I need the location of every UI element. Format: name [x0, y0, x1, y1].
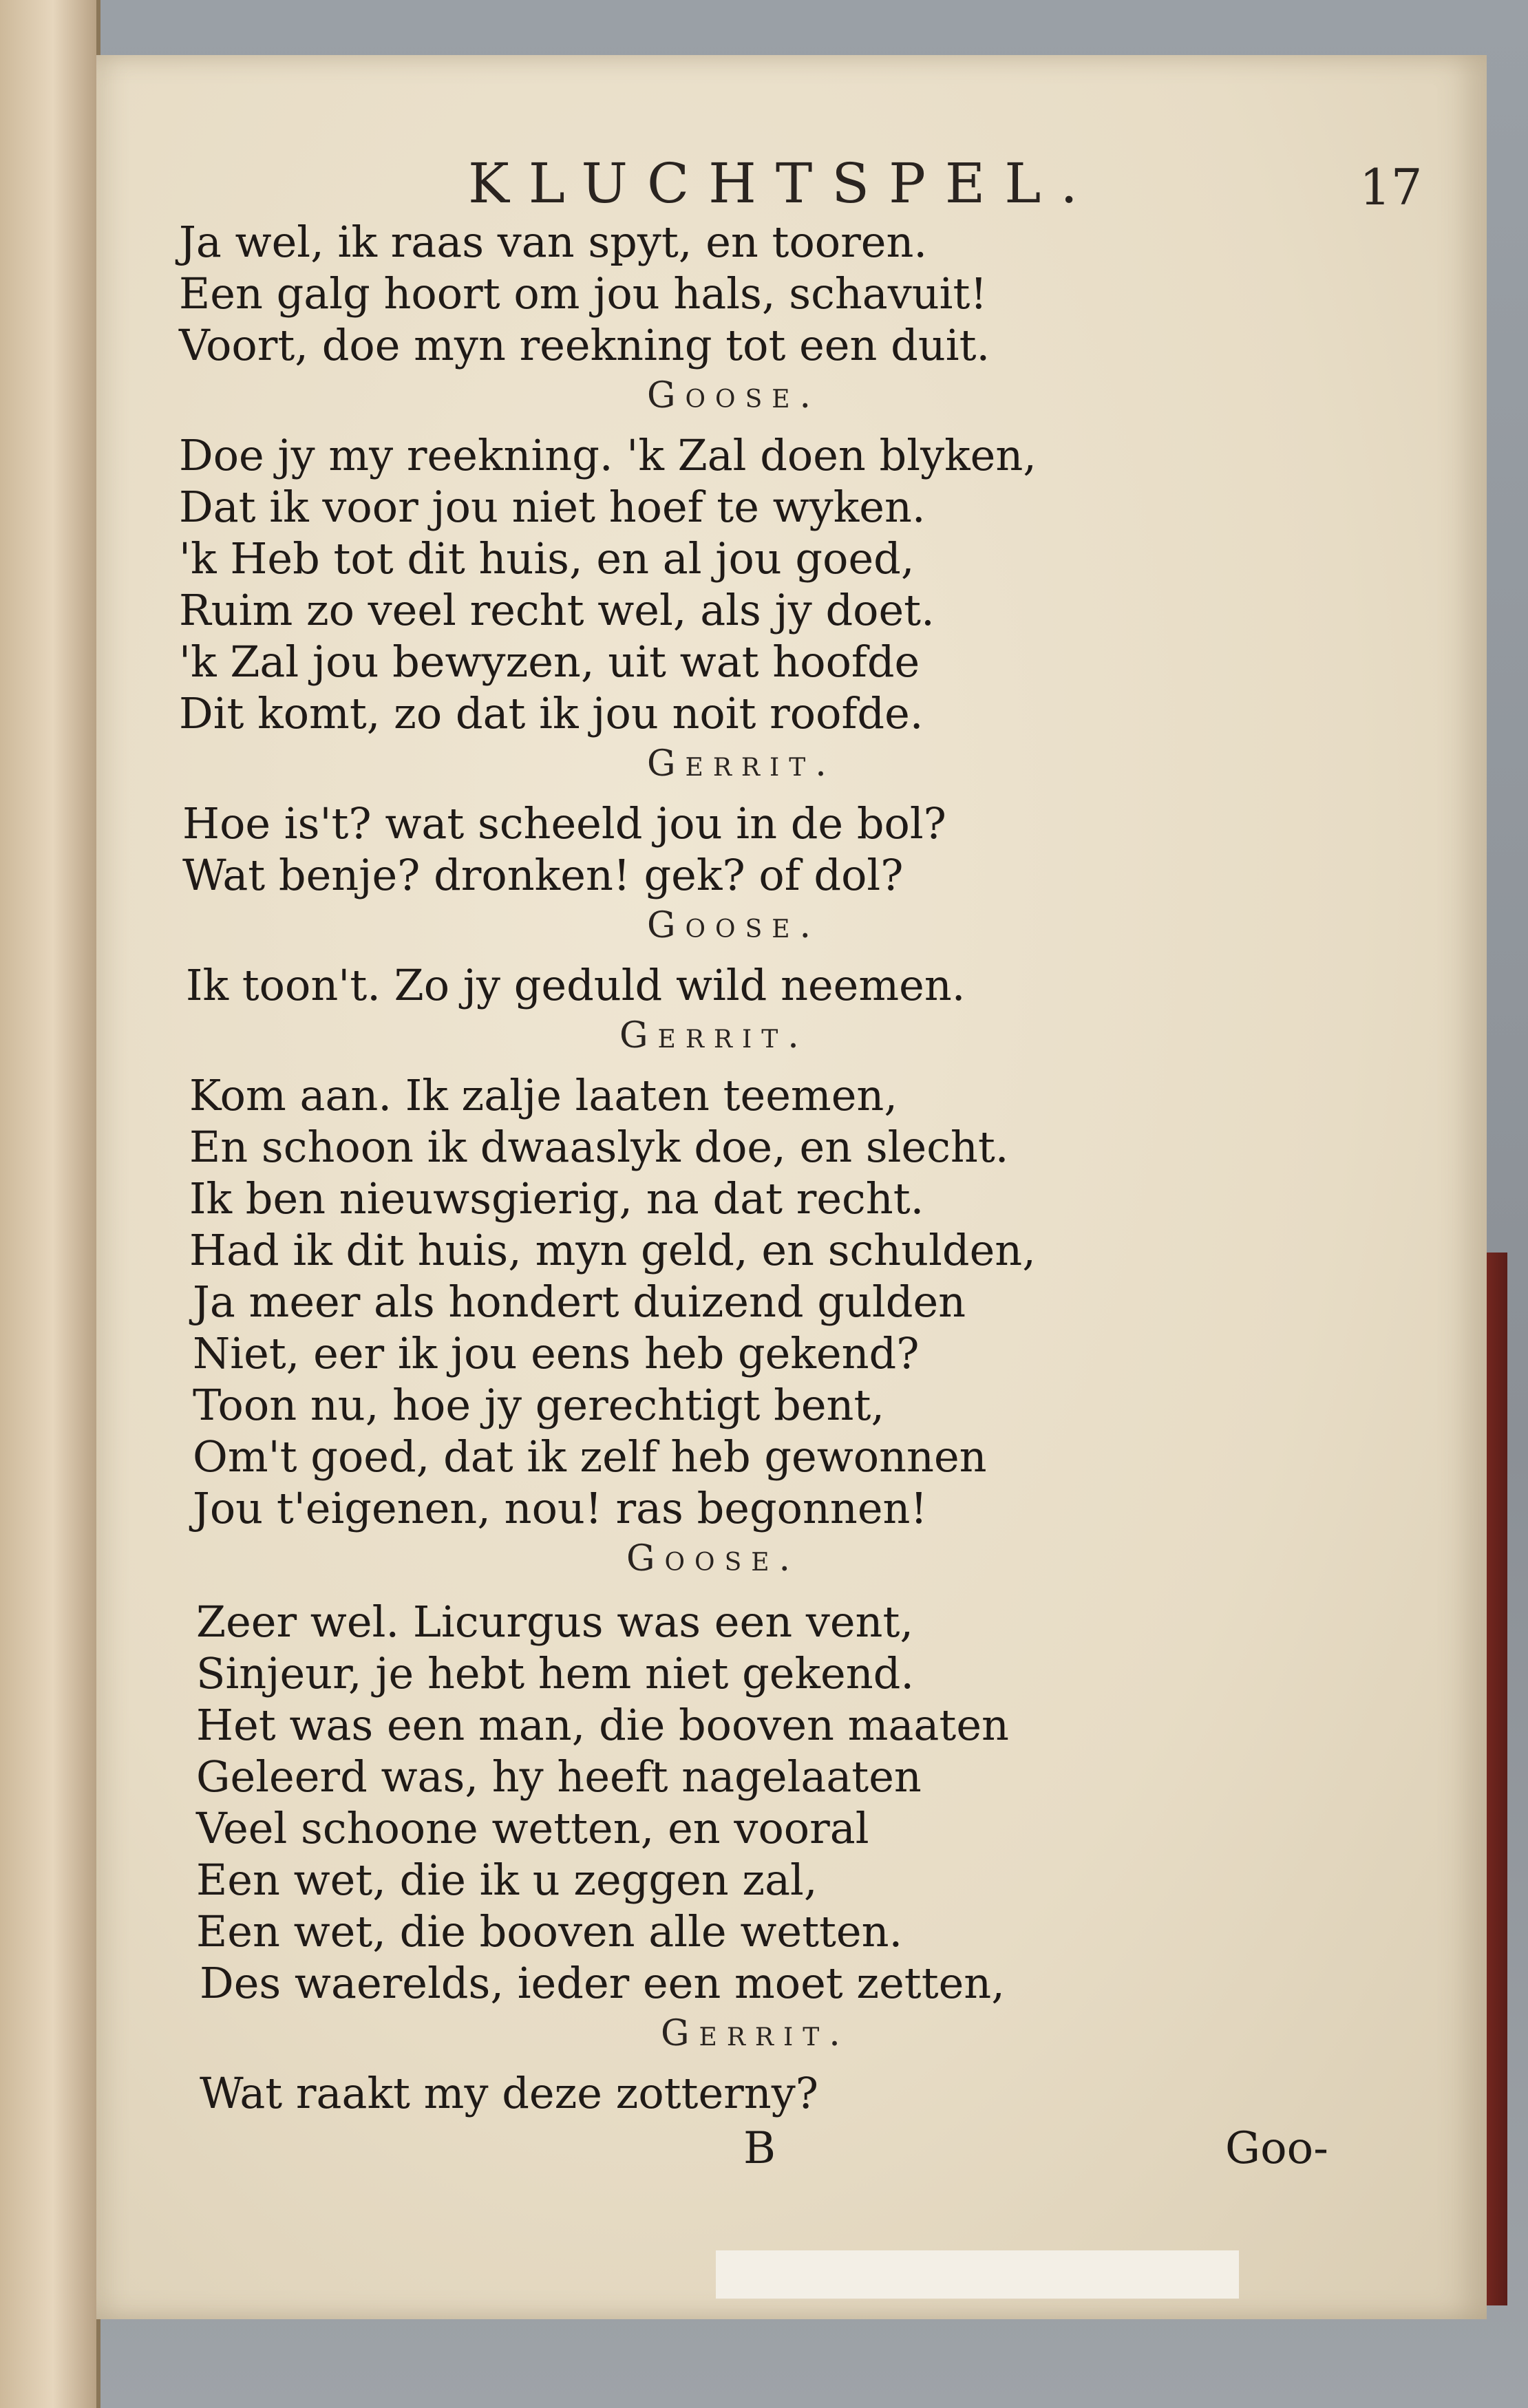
catchword: Goo-	[1225, 2123, 1328, 2174]
verse-line: Ruim zo veel recht wel, als jy doet.	[179, 585, 935, 635]
verse-line: Dat ik voor jou niet hoef te wyken.	[179, 482, 926, 532]
verse-line: Het was een man, die booven maaten	[196, 1700, 1009, 1750]
speaker-name: Gerrit.	[661, 2013, 850, 2054]
verse-line: Geleerd was, hy heeft nagelaaten	[196, 1751, 922, 1802]
verse-line: Veel schoone wetten, en vooral	[196, 1803, 869, 1853]
verse-line: Dit komt, zo dat ik jou noit roofde.	[179, 688, 924, 738]
verse-line: Toon nu, hoe jy gerechtigt bent,	[193, 1380, 885, 1430]
verse-line: Wat raakt my deze zotterny?	[200, 2068, 818, 2118]
speaker-name: Goose.	[647, 375, 821, 416]
paper-label	[716, 2250, 1239, 2299]
verse-line: Ik ben nieuwsgierig, na dat recht.	[189, 1173, 924, 1224]
verse-line: Hoe is't? wat scheeld jou in de bol?	[182, 798, 946, 849]
verse-line: Sinjeur, je hebt hem niet gekend.	[196, 1648, 915, 1698]
verse-line: Ja wel, ik raas van spyt, en tooren.	[179, 217, 928, 267]
speaker-name: Gerrit.	[619, 1015, 809, 1056]
verse-line: Jou t'eigenen, nou! ras begonnen!	[193, 1483, 928, 1533]
signature-mark: B	[743, 2123, 776, 2174]
verse-line: Ik toon't. Zo jy geduld wild neemen.	[186, 960, 966, 1010]
verse-line: 'k Zal jou bewyzen, uit wat hoofde	[179, 637, 920, 687]
verse-line: Des waerelds, ieder een moet zetten,	[200, 1958, 1005, 2008]
verse-line: Had ik dit huis, myn geld, en schulden,	[189, 1225, 1036, 1275]
verse-line: En schoon ik dwaaslyk doe, en slecht.	[189, 1122, 1009, 1172]
running-title: KLUCHTSPEL.	[468, 151, 1097, 215]
verse-line: 'k Heb tot dit huis, en al jou goed,	[179, 533, 915, 584]
speaker-name: Goose.	[626, 1538, 800, 1579]
speaker-name: Goose.	[647, 905, 821, 946]
verse-line: Een wet, die booven alle wetten.	[196, 1906, 903, 1957]
verse-line: Wat benje? dronken! gek? of dol?	[182, 850, 904, 900]
verse-line: Kom aan. Ik zalje laaten teemen,	[189, 1070, 898, 1120]
book-page	[96, 55, 1487, 2319]
speaker-name: Gerrit.	[647, 743, 836, 785]
verse-line: Zeer wel. Licurgus was een vent,	[196, 1597, 914, 1647]
verse-line: Om't goed, dat ik zelf heb gewonnen	[193, 1431, 987, 1482]
verse-line: Doe jy my reekning. 'k Zal doen blyken,	[179, 430, 1037, 480]
show-through-text	[1122, 303, 1507, 2161]
verse-line: Ja meer als hondert duizend gulden	[193, 1277, 966, 1327]
verse-line: Een wet, die ik u zeggen zal,	[196, 1855, 818, 1905]
verse-line: Niet, eer ik jou eens heb gekend?	[193, 1328, 920, 1378]
facing-page-edge	[0, 0, 100, 2408]
verse-line: Voort, doe myn reekning tot een duit.	[179, 320, 990, 370]
page-number: 17	[1359, 158, 1423, 216]
verse-line: Een galg hoort om jou hals, schavuit!	[179, 268, 988, 319]
